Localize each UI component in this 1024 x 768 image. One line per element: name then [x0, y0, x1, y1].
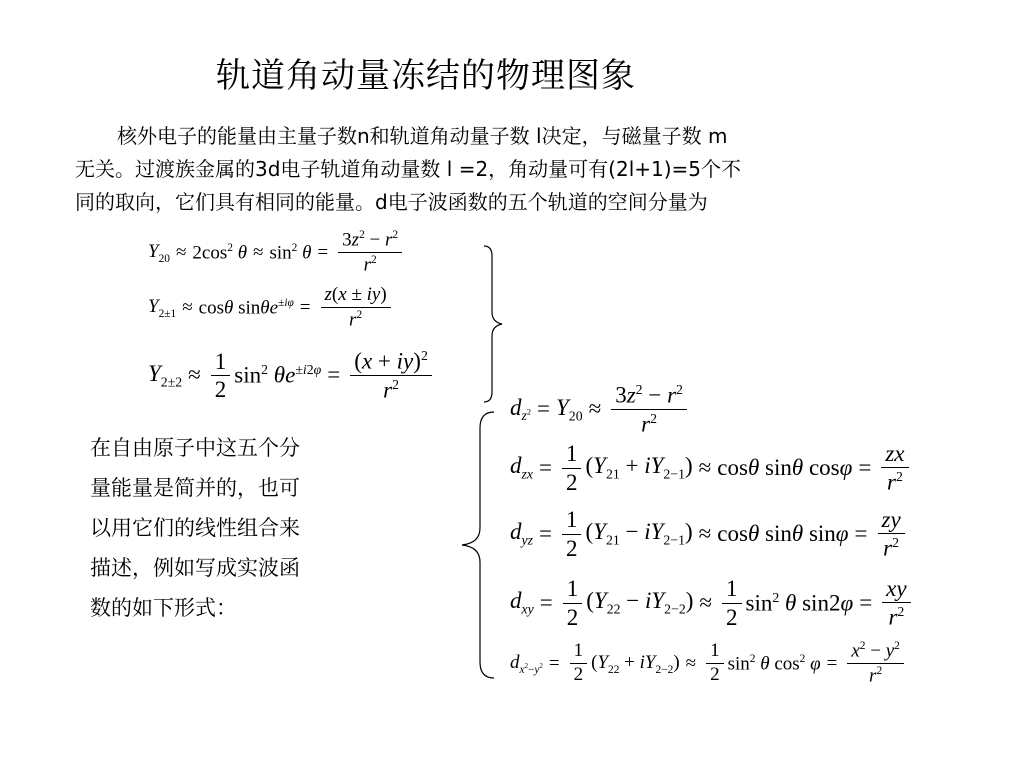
intro-paragraph — [75, 120, 995, 219]
left-brace-icon — [458, 410, 498, 680]
equation-dzx: $d_{zx}$ = $\frac{1}{2}$ $(Y_{21} + iY_{2-1})$ ≈ cosθ sinθ cosφ = $\frac{zx}{r^2}$ — [510, 441, 913, 495]
equation-dx2-y2: $d_{x^2-y^2}$ = $\frac{1}{2}$ $(Y_{22} + iY_{2-2})$ ≈ $\frac{1}{2}$ $\sin^2 \theta$ $\cos^2 \varphi$ = $\frac{x^2 - y^2}{r^2}$ — [510, 640, 908, 687]
side-line-3: 以用它们的线性组合来 — [90, 516, 300, 540]
side-line-2: 量能量是简并的，也可 — [90, 476, 300, 500]
right-brace-icon — [482, 244, 506, 404]
page-title: 轨道角动量冻结的物理图象 — [216, 56, 636, 96]
side-line-1: 在自由原子中这五个分 — [90, 436, 300, 460]
equation-dyz: $d_{yz}$ = $\frac{1}{2}$ $(Y_{21} - iY_{2-1})$ ≈ cosθ sinθ sinφ = $\frac{zy}{r^2}$ — [510, 507, 909, 561]
equation-y20: $Y_{20}$ ≈ $2\cos^2$ θ ≈ $\sin^2 \theta$ = $\frac{3z^2 - r^2}{r^2}$ — [148, 229, 406, 276]
side-line-4: 描述，例如写成实波函 — [90, 556, 300, 580]
equation-dxy: $d_{xy}$ = $\frac{1}{2}$ $(Y_{22} - iY_{2-2})$ ≈ $\frac{1}{2}$ $\sin^2 \theta$ sin2φ = $\frac{xy}{r^2}$ — [510, 576, 915, 630]
equation-y2pm1: $Y_{2\pm 1}$ ≈ cosθ sinθe$^{\pm i\varphi}$ = $\frac{z(x \pm iy)}{r^2}$ — [148, 285, 395, 331]
equation-dz2: $d_{z^2}$ = $Y_{20}$ ≈ $\frac{3z^2 - r^2}{r^2}$ — [510, 382, 691, 437]
intro-line-3: 同的取向，它们具有相同的能量。d电子波函数的五个轨道的空间分量为 — [75, 190, 708, 214]
intro-line-1: 核外电子的能量由主量子数n和轨道角动量子数 l决定，与磁量子数 m — [117, 124, 728, 148]
side-line-5: 数的如下形式： — [90, 596, 237, 620]
intro-line-2: 无关。过渡族金属的3d电子轨道角动量数 l =2，角动量可有(2l+1)=5个不 — [75, 157, 742, 181]
side-paragraph — [90, 428, 390, 628]
equation-y2pm2: $Y_{2\pm 2}$ ≈ $\frac{1}{2}$ $\sin^2 \theta e^{\pm i2\varphi}$ = $\frac{(x + iy)^2}{r^2}$ — [148, 348, 436, 403]
